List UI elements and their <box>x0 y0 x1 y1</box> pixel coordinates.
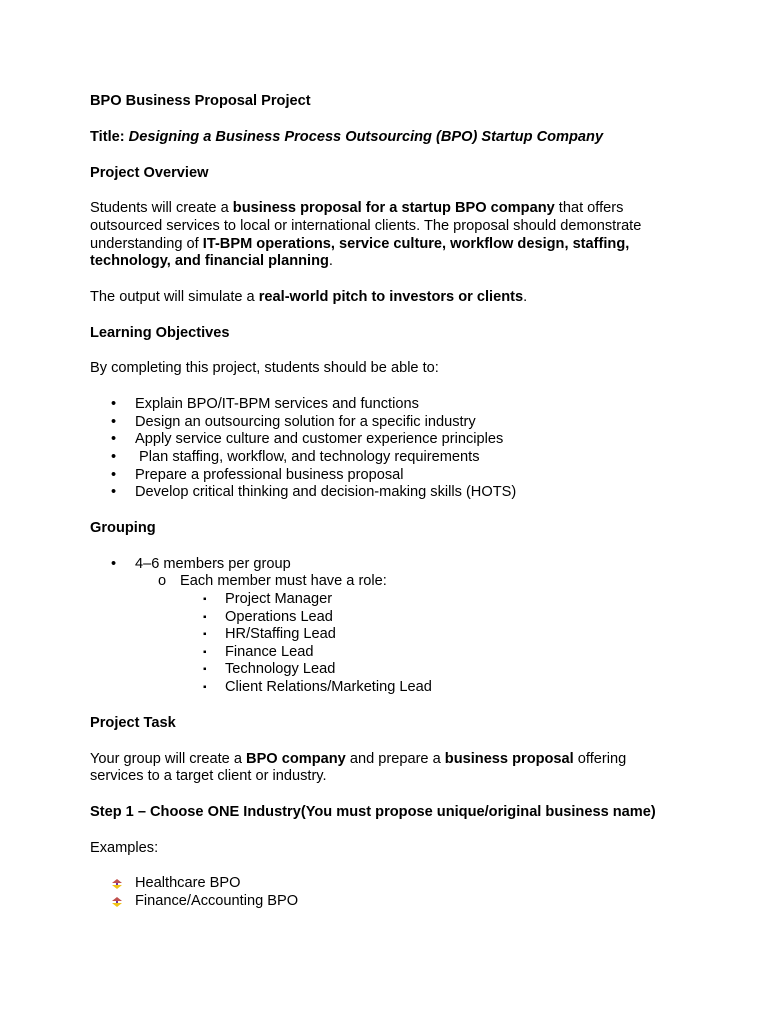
role-text: Operations Lead <box>225 608 333 625</box>
list-item <box>90 414 680 432</box>
objectives-intro: By completing this project, students should be able to: <box>90 360 439 377</box>
square-bullet-icon: ▪ <box>203 611 207 623</box>
objective-text: Prepare a professional business proposal <box>135 466 404 483</box>
overview-paragraph-1 <box>90 200 680 270</box>
role-text: Finance Lead <box>225 643 314 660</box>
overview-p1-text-e: . <box>328 253 333 270</box>
task-paragraph <box>90 751 680 786</box>
grouping-subitem-text: Each member must have a role: <box>180 573 387 590</box>
role-text: Project Manager <box>225 590 333 607</box>
grouping-list <box>90 556 680 697</box>
list-item <box>90 396 680 414</box>
disc-bullet-icon: • <box>111 466 117 483</box>
grouping-sublist <box>135 573 680 696</box>
doc-title: BPO Business Proposal Project <box>90 93 311 109</box>
role-text: Technology Lead <box>225 661 336 678</box>
overview-p2-text-a: The output will simulate a <box>90 288 259 305</box>
disc-bullet-icon: • <box>111 484 117 501</box>
objective-text: Apply service culture and customer experience principles <box>135 431 504 448</box>
list-item <box>90 556 680 697</box>
roles-list <box>180 591 680 697</box>
grouping-heading: Grouping <box>90 520 156 536</box>
overview-p2-bold-b: real-world pitch to investors or clients <box>258 288 524 305</box>
title-line <box>90 129 680 147</box>
square-bullet-icon: ▪ <box>203 629 207 641</box>
example-text: Healthcare BPO <box>135 875 241 892</box>
objective-text: Explain BPO/IT-BPM services and functions <box>135 396 419 413</box>
examples-list <box>90 875 680 910</box>
list-item <box>180 609 680 627</box>
disc-bullet-icon: • <box>111 449 117 466</box>
square-bullet-icon: ▪ <box>203 664 207 676</box>
task-p1-bold-d: business proposal <box>444 750 574 767</box>
task-p1-text-e: offering services to a target client or industry. <box>90 750 627 785</box>
list-item <box>180 644 680 662</box>
list-item <box>90 449 680 467</box>
objectives-list <box>90 396 680 502</box>
examples-label: Examples: <box>90 839 159 856</box>
list-item <box>90 875 680 893</box>
objectives-heading: Learning Objectives <box>90 324 230 341</box>
task-p1-text-a: Your group will create a <box>90 750 247 767</box>
overview-p1-text-a: Students will create a <box>90 200 233 217</box>
list-item <box>180 679 680 697</box>
disc-bullet-icon: • <box>111 555 117 572</box>
square-bullet-icon: ▪ <box>203 681 207 693</box>
objective-text: Develop critical thinking and decision-making skills (HOTS) <box>135 484 517 501</box>
example-text: Finance/Accounting BPO <box>135 893 299 910</box>
disc-bullet-icon: • <box>111 396 117 413</box>
overview-paragraph-2 <box>90 289 680 307</box>
overview-p1-bold-b: business proposal for a startup BPO company <box>232 200 555 217</box>
disc-bullet-icon: • <box>111 413 117 430</box>
title-text: Designing a Business Process Outsourcing (BPO) Startup Company <box>128 128 604 145</box>
role-text: Client Relations/Marketing Lead <box>225 678 432 695</box>
list-item <box>180 626 680 644</box>
objective-text: Plan staffing, workflow, and technology requirements <box>135 449 480 466</box>
task-p1-text-c: and prepare a <box>345 750 445 767</box>
role-text: HR/Staffing Lead <box>225 626 336 643</box>
list-item <box>180 661 680 679</box>
grouping-item-text: 4–6 members per group <box>135 555 291 572</box>
list-item <box>90 431 680 449</box>
objective-text: Design an outsourcing solution for a specific industry <box>135 413 476 430</box>
list-item <box>180 591 680 609</box>
arrow-bullet-icon <box>111 896 123 908</box>
list-item <box>90 467 680 485</box>
arrow-bullet-icon <box>111 878 123 890</box>
task-p1-bold-b: BPO company <box>246 750 346 767</box>
step1-heading: Step 1 – Choose ONE Industry(You must propose unique/original business name) <box>90 803 656 820</box>
list-item <box>90 893 680 911</box>
overview-p2-text-c: . <box>523 288 528 305</box>
title-label: Title: <box>90 128 125 145</box>
list-item <box>135 573 680 696</box>
square-bullet-icon: ▪ <box>203 593 207 605</box>
overview-p1-bold-d: IT-BPM operations, service culture, workflow design, staffing, technology, and financial planning <box>90 235 630 270</box>
document-page <box>90 93 680 929</box>
overview-p1-text-c: that offers outsourced services to local or international clients. The proposal should demonstrate understanding of <box>90 200 642 252</box>
list-item <box>90 484 680 502</box>
overview-heading: Project Overview <box>90 164 209 181</box>
circle-bullet-icon: o <box>158 573 167 590</box>
square-bullet-icon: ▪ <box>203 646 207 658</box>
task-heading: Project Task <box>90 714 176 731</box>
disc-bullet-icon: • <box>111 431 117 448</box>
